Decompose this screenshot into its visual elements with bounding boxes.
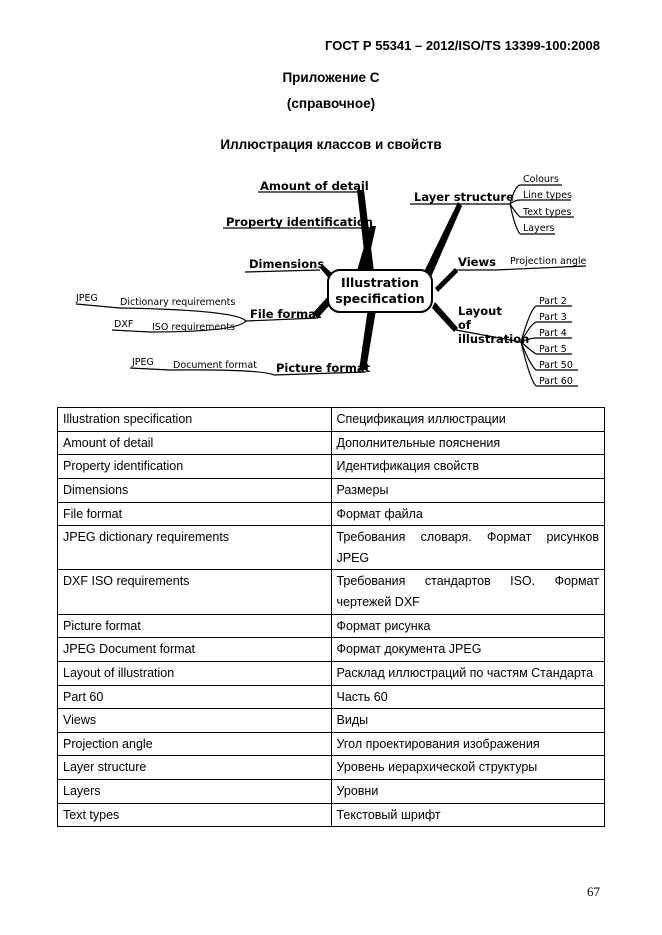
branch-views [435, 268, 458, 292]
term-english: Projection angle [58, 732, 332, 756]
term-english: File format [58, 502, 332, 526]
node-layers: Layers [523, 223, 555, 234]
term-russian: Идентификация свойств [331, 455, 605, 479]
node-views: Views [458, 255, 496, 269]
term-russian: Текстовый шрифт [331, 803, 605, 827]
node-dictionary-requirements: Dictionary requirements [120, 297, 236, 308]
node-part-3: Part 3 [539, 312, 567, 323]
node-colours: Colours [523, 174, 559, 185]
table-row [58, 614, 605, 638]
node-jpeg-2: JPEG [132, 357, 154, 368]
table-row [58, 709, 605, 733]
running-header: ГОСТ Р 55341 – 2012/ISO/TS 13399-100:2008 [325, 38, 600, 53]
node-part-5: Part 5 [539, 344, 567, 355]
node-projection-angle: Projection angle [510, 256, 587, 267]
branch-layout [432, 302, 458, 332]
term-english: Picture format [58, 614, 332, 638]
node-text-types: Text types [523, 207, 572, 218]
page-number: 67 [587, 884, 600, 899]
center-label-2: specification [335, 291, 425, 306]
term-english: DXF ISO requirements [58, 570, 332, 614]
node-iso-requirements: ISO requirements [152, 322, 235, 333]
node-line-types: Line types [523, 190, 572, 201]
term-russian: Угол проектирования изображения [331, 732, 605, 756]
node-part-4: Part 4 [539, 328, 567, 339]
node-file-format: File format [250, 307, 322, 321]
node-amount-of-detail: Amount of detail [260, 179, 369, 193]
term-russian: Требования стандартов ISO. Формат чертежей DXF [331, 570, 605, 614]
table-row [58, 570, 605, 614]
table-row [58, 780, 605, 804]
term-english: Illustration specification [58, 408, 332, 432]
center-label-1: Illustration [341, 275, 419, 290]
term-russian: Размеры [331, 478, 605, 502]
table-row [58, 756, 605, 780]
node-layout-3: illustration [458, 332, 530, 346]
term-english: Layers [58, 780, 332, 804]
term-russian: Часть 60 [331, 685, 605, 709]
translation-table [57, 407, 605, 827]
table-row [58, 526, 605, 570]
node-layout-1: Layout [458, 304, 502, 318]
node-part-60: Part 60 [539, 376, 573, 387]
table-row [58, 685, 605, 709]
node-jpeg-1: JPEG [76, 293, 98, 304]
node-picture-format: Picture format [276, 361, 371, 375]
table-row [58, 431, 605, 455]
node-part-50: Part 50 [539, 360, 573, 371]
term-english: Views [58, 709, 332, 733]
figure-title: Иллюстрация классов и свойств [220, 137, 442, 152]
table-row [58, 732, 605, 756]
term-russian: Спецификация иллюстрации [331, 408, 605, 432]
table-row [58, 661, 605, 685]
annex-subtitle: (справочное) [286, 96, 376, 111]
term-russian: Уровень иерархической структуры [331, 756, 605, 780]
table-row [58, 638, 605, 662]
node-dimensions: Dimensions [249, 257, 325, 271]
term-english: Text types [58, 803, 332, 827]
table-row [58, 408, 605, 432]
node-layout-2: of [458, 318, 471, 332]
node-part-2: Part 2 [539, 296, 567, 307]
table-row [58, 803, 605, 827]
term-english: Dimensions [58, 478, 332, 502]
node-dxf: DXF [114, 319, 134, 330]
term-russian: Виды [331, 709, 605, 733]
term-english: JPEG dictionary requirements [58, 526, 332, 570]
term-english: Property identification [58, 455, 332, 479]
term-russian: Требования словаря. Формат рисунков JPEG [331, 526, 605, 570]
term-russian: Расклад иллюстраций по частям Стандарта [331, 661, 605, 685]
table-row [58, 502, 605, 526]
table-row [58, 455, 605, 479]
mind-map-diagram [50, 160, 610, 398]
term-russian: Уровни [331, 780, 605, 804]
annex-title: Приложение С [282, 70, 380, 85]
term-russian: Формат файла [331, 502, 605, 526]
term-russian: Дополнительные пояснения [331, 431, 605, 455]
term-russian: Формат рисунка [331, 614, 605, 638]
node-document-format: Document format [173, 360, 257, 371]
term-english: Part 60 [58, 685, 332, 709]
table-row [58, 478, 605, 502]
node-property-identification: Property identification [226, 215, 373, 229]
node-layer-structure: Layer structure [414, 190, 514, 204]
term-russian: Формат документа JPEG [331, 638, 605, 662]
term-english: JPEG Document format [58, 638, 332, 662]
term-english: Amount of detail [58, 431, 332, 455]
term-english: Layer structure [58, 756, 332, 780]
term-english: Layout of illustration [58, 661, 332, 685]
